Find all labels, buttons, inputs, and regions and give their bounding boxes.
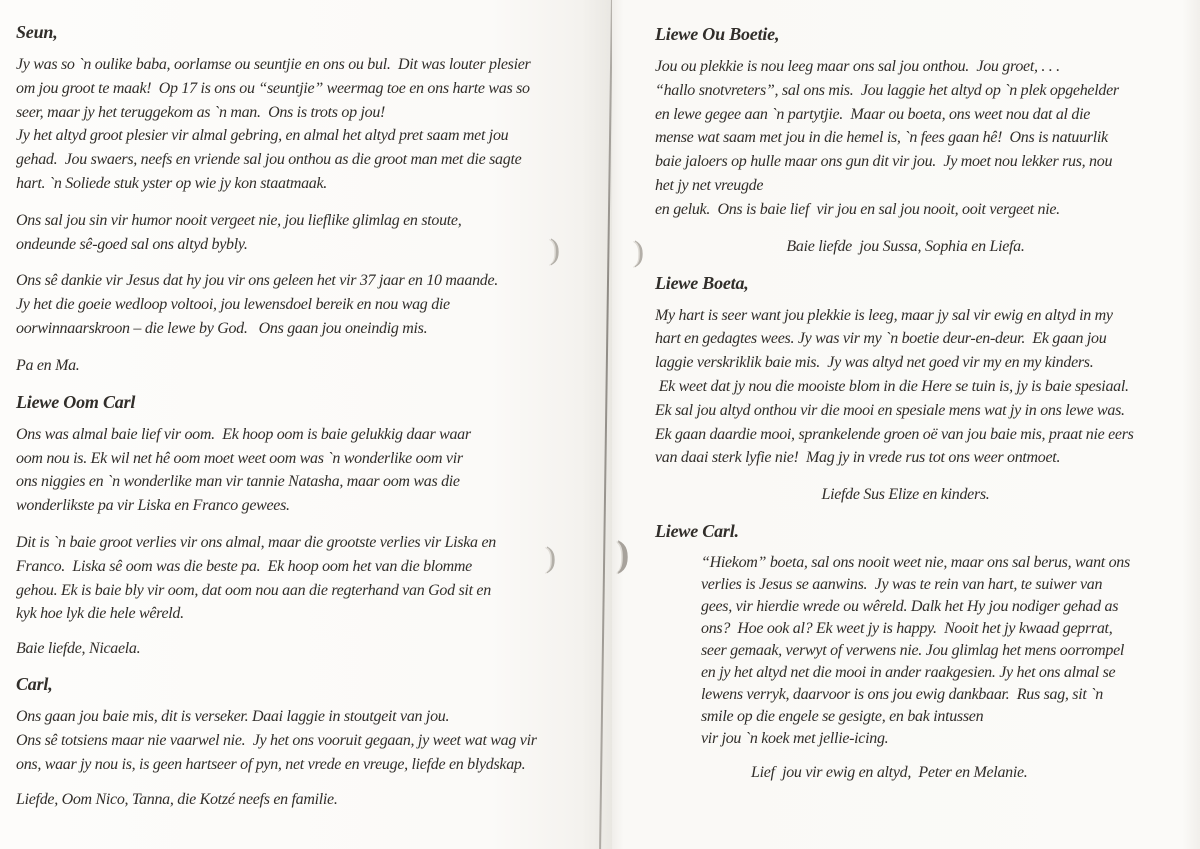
text-line: gehou. Ek is baie bly vir oom, dat oom nou aan die regterhand van God sit en <box>16 581 491 599</box>
signature-oom-nico: Liefde, Oom Nico, Tanna, die Kotzé neefs en familie. <box>16 790 338 808</box>
text-line: en lewe gegee aan `n partytjie. Maar ou boeta, ons weet nou dat al die <box>655 105 1091 123</box>
text-line: Jy het altyd groot plesier vir almal gebring, en almal het altyd pret saam met jou <box>16 127 509 145</box>
text-line: Ek gaan daardie mooi, sprankelende groen oë van jou baie mis, praat nie eers <box>655 425 1134 443</box>
text-line: het jy net vreugde <box>655 176 764 194</box>
signature-sussa-sophia-liefa: Baie liefde jou Sussa, Sophia en Liefa. <box>786 237 1025 255</box>
binder-hole-mark: ) <box>617 534 630 575</box>
text-line: seer gemaak, verwyt of verwens nie. Jou glimlag het mens oorrompel <box>701 642 1125 660</box>
text-line: Franco. Liska sê oom was die beste pa. Ek hoop oom het van die blomme <box>16 557 472 575</box>
text-line: gehad. Jou swaers, neefs en vriende sal jou onthou as die groot man met die sagte <box>16 151 522 169</box>
text-line: Jy het die goeie wedloop voltooi, jou lewensdoel bereik en nou wag die <box>16 296 450 314</box>
text-line: Dit is `n baie groot verlies vir ons almal, maar die grootste verlies vir Liska en <box>16 533 496 551</box>
text-line: ondeunde sê-goed sal ons altyd bybly. <box>16 235 248 253</box>
heading-carl: Carl, <box>16 674 53 695</box>
text-line: Jou ou plekkie is nou leeg maar ons sal jou onthou. Jou groet, . . . <box>655 58 1060 75</box>
text-line: Ons sê totsiens maar nie vaarwel nie. Jy het ons vooruit gegaan, jy weet wat wag vir <box>16 731 537 749</box>
text-line: gees, vir hierdie wrede ou wêreld. Dalk het Hy jou nodiger gehad as <box>701 598 1119 616</box>
text-line: ons? Hoe ook al? Ek weet jy is happy. Nooit het jy kwaad geprrat, <box>701 620 1113 638</box>
text-line: Ons sê dankie vir Jesus dat hy jou vir ons geleen het vir 37 jaar en 10 maande. <box>16 272 498 290</box>
signature-peter-melanie: Lief jou vir ewig en altyd, Peter en Melanie. <box>751 764 1028 782</box>
text-line: laggie verskriklik baie mis. Jy was altyd net goed vir my en my kinders. <box>655 354 1094 372</box>
text-line: ons, waar jy nou is, is geen hartseer of pyn, net vrede en vreuge, liefde en blydskap. <box>16 755 526 773</box>
signature-sus-elize: Liefde Sus Elize en kinders. <box>821 486 990 504</box>
text-line: Ons gaan jou baie mis, dit is verseker. Daai laggie in stoutgeit van jou. <box>16 708 450 726</box>
paragraph-liewe-carl-1 <box>701 552 1186 750</box>
paragraph-boeta-1 <box>655 304 1186 471</box>
text-line: oom nou is. Ek wil net hê oom moet weet oom was `n wonderlike oom vir <box>16 449 463 467</box>
paragraph-carl-1 <box>16 705 592 776</box>
binder-hole-mark: ) <box>546 541 556 574</box>
text-line: mense wat saam met jou in die hemel is, `n fees gaan hê! Ons is natuurlik <box>655 129 1108 147</box>
binder-hole-mark: ) <box>550 233 560 266</box>
text-line: kyk hoe lyk die hele wêreld. <box>16 605 184 623</box>
text-line: “hallo snotvreters”, sal ons mis. Jou laggie het altyd op `n plek opgehelder <box>655 81 1119 99</box>
right-page <box>612 0 1200 849</box>
signature-pa-en-ma: Pa en Ma. <box>16 356 80 374</box>
text-line: My hart is seer want jou plekkie is leeg, maar jy sal vir ewig en altyd in my <box>655 306 1113 324</box>
text-line: en geluk. Ons is baie lief vir jou en sal jou nooit, ooit vergeet nie. <box>655 200 1060 218</box>
paragraph-seun-3 <box>16 269 592 340</box>
paragraph-seun-2 <box>16 209 592 257</box>
heading-liewe-boeta: Liewe Boeta, <box>655 272 749 293</box>
heading-liewe-oom-carl: Liewe Oom Carl <box>16 391 136 412</box>
paragraph-seun-1 <box>16 53 592 196</box>
text-line: seer, maar jy het teruggekom as `n man. Ons is trots op jou! <box>16 103 386 121</box>
heading-liewe-ou-boetie: Liewe Ou Boetie, <box>655 24 780 44</box>
paragraph-ou-boetie-1 <box>655 55 1186 222</box>
text-line: hart. `n Soliede stuk yster op wie jy kon staatmaak. <box>16 174 328 192</box>
text-line: van daai sterk lyfie nie! Mag jy in vrede rus tot ons weer ontmoet. <box>655 449 1061 467</box>
heading-liewe-carl: Liewe Carl. <box>655 521 739 542</box>
text-line: wonderlikste pa vir Liska en Franco gewees. <box>16 497 290 515</box>
text-line: vir jou `n koek met jellie-icing. <box>701 730 889 748</box>
text-line: baie jaloers op hulle maar ons gun dit vir jou. Jy moet nou lekker rus, nou <box>655 153 1113 171</box>
binder-hole-mark: ) <box>634 235 644 268</box>
text-line: Ons was almal baie lief vir oom. Ek hoop oom is baie gelukkig daar waar <box>16 425 471 443</box>
text-line: ons niggies en `n wonderlike man vir tannie Natasha, maar oom was die <box>16 473 460 491</box>
text-line: hart en gedagtes wees. Jy was vir my `n boetie deur-en-deur. Ek gaan jou <box>655 330 1107 348</box>
text-line: lewens verryk, daarvoor is ons jou ewig dankbaar. Rus sag, sit `n <box>701 686 1103 704</box>
heading-seun: Seun, <box>16 22 58 42</box>
text-line: en jy het altyd net die mooi in ander raakgesien. Jy het ons almal se <box>701 664 1116 682</box>
text-line: Ons sal jou sin vir humor nooit vergeet nie, jou lieflike glimlag en stoute, <box>16 211 462 229</box>
paragraph-oom-carl-1 <box>16 423 592 518</box>
paragraph-oom-carl-2 <box>16 531 592 626</box>
text-line: oorwinnaarskroon – die lewe by God. Ons gaan jou oneindig mis. <box>16 319 428 337</box>
text-line: Ek sal jou altyd onthou vir die mooi en spesiale mens wat jy in ons lewe was. <box>655 401 1125 419</box>
signature-nicaela: Baie liefde, Nicaela. <box>16 640 141 658</box>
text-line: om jou groot te maak! Op 17 is ons ou “seuntjie” weermag toe en ons harte was so <box>16 79 530 97</box>
text-line: smile op die engele se gesigte, en bak intussen <box>701 708 984 726</box>
text-line: verlies is Jesus se aanwins. Jy was te rein van hart, te suiwer van <box>701 576 1103 594</box>
text-line: Ek weet dat jy nou die mooiste blom in die Here se tuin is, jy is baie spesiaal. <box>655 377 1129 395</box>
text-line: Jy was so `n oulike baba, oorlamse ou seuntjie en ons ou bul. Dit was louter plesier <box>16 56 531 73</box>
text-line: “Hiekom” boeta, sal ons nooit weet nie, maar ons sal berus, want ons <box>701 554 1130 572</box>
